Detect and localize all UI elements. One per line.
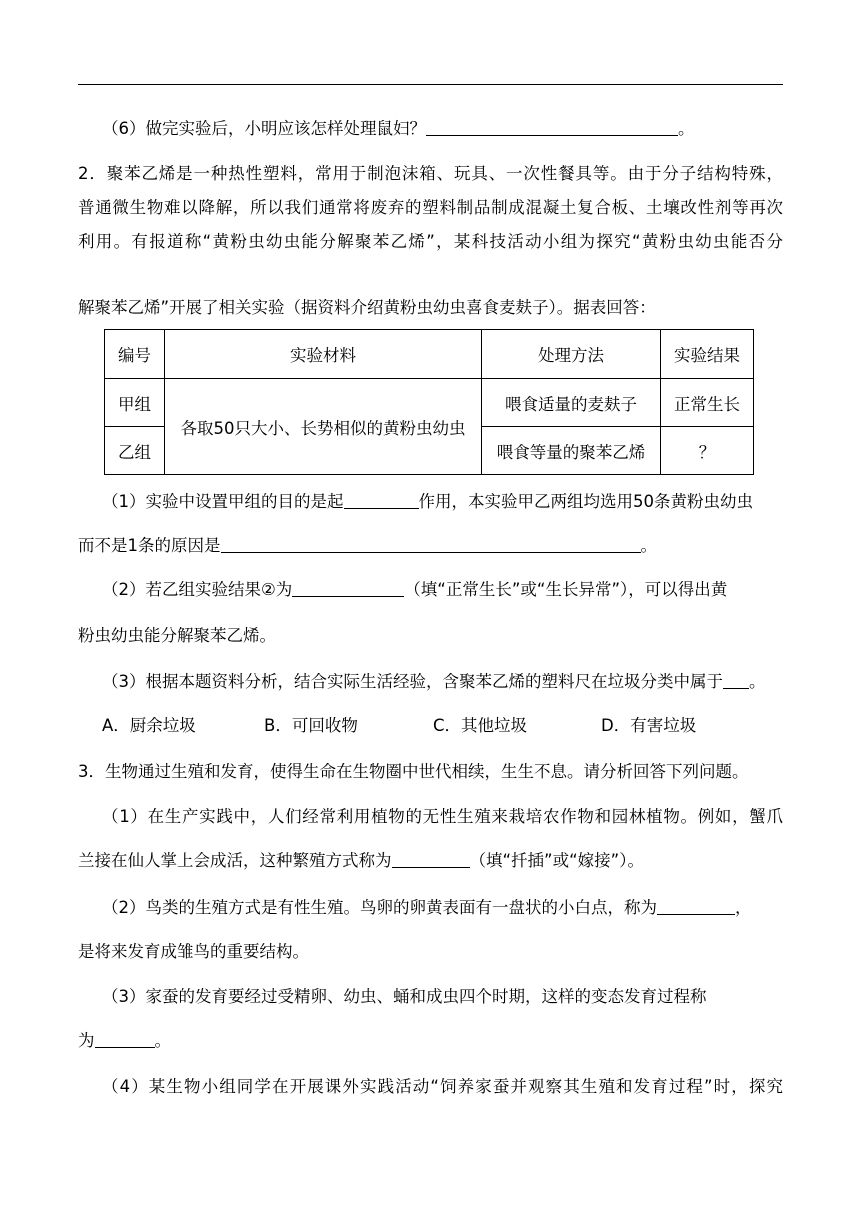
question-3-2-cont: 是将来发育成雏鸟的重要结构。 — [78, 942, 309, 961]
method-cell: 喂食适量的麦麸子 — [482, 379, 661, 427]
result-cell: 正常生长 — [661, 379, 754, 427]
header-cell: 实验结果 — [661, 330, 754, 379]
question-2-intro-line: 解聚苯乙烯”开展了相关实验（据资料介绍黄粉虫幼虫喜食麦麸子）。据表回答： — [78, 298, 656, 317]
header-cell: 处理方法 — [482, 330, 661, 379]
option-c[interactable]: C．其他垃圾 — [433, 716, 528, 735]
question-3-intro: 3．生物通过生殖和发育，使得生命在生物圈中世代相续，生生不息。请分析回答下列问题。 — [78, 762, 749, 781]
answer-blank[interactable] — [344, 492, 419, 509]
question-2-intro-line: 2．聚苯乙烯是一种热性塑料，常用于制泡沫箱、玩具、一次性餐具等。由于分子结构特殊， — [78, 164, 783, 183]
question-2-1-cont: 而不是1条的原因是 。 — [78, 536, 657, 555]
answer-blank[interactable] — [426, 119, 678, 136]
question-3-1: （1）在生产实践中，人们经常利用植物的无性生殖来栽培农作物和园林植物。例如，蟹爪 — [102, 807, 783, 826]
group-id-cell: 乙组 — [105, 427, 165, 475]
option-d[interactable]: D．有害垃圾 — [601, 716, 697, 735]
material-cell: 各取50只大小、长势相似的黄粉虫幼虫 — [165, 379, 482, 475]
header-cell: 编号 — [105, 330, 165, 379]
answer-blank[interactable] — [723, 672, 749, 689]
option-a[interactable]: A．厨余垃圾 — [102, 716, 196, 735]
question-1-6: （6）做完实验后，小明应该怎样处理鼠妇？ 。 — [102, 119, 695, 138]
answer-blank[interactable] — [95, 1031, 155, 1048]
question-3-1-cont: 兰接在仙人掌上会成活，这种繁殖方式称为 （填“扦插”或“嫁接”）。 — [78, 851, 644, 870]
option-b[interactable]: B．可回收物 — [264, 716, 358, 735]
answer-blank[interactable] — [657, 898, 735, 915]
question-2-intro-line: 利用。有报道称“黄粉虫幼虫能分解聚苯乙烯”，某科技活动小组为探究“黄粉虫幼虫能否分 — [78, 232, 783, 251]
question-2-3: （3）根据本题资料分析，结合实际生活经验，含聚苯乙烯的塑料尺在垃圾分类中属于 。 — [102, 672, 766, 691]
question-3-4: （4）某生物小组同学在开展课外实践活动“饲养家蚕并观察其生殖和发育过程”时，探究 — [102, 1077, 783, 1096]
question-3-3: （3）家蚕的发育要经过受精卵、幼虫、蛹和成虫四个时期，这样的变态发育过程称 — [102, 987, 707, 1006]
question-2-2: （2）若乙组实验结果②为 （填“正常生长”或“生长异常”），可以得出黄 — [102, 580, 728, 599]
table-header-row — [105, 330, 754, 379]
result-cell: ？ — [661, 427, 754, 475]
method-cell: 喂食等量的聚苯乙烯 — [482, 427, 661, 475]
answer-blank[interactable] — [221, 536, 641, 553]
answer-blank[interactable] — [292, 580, 404, 597]
header-cell: 实验材料 — [165, 330, 482, 379]
header-rule — [78, 84, 783, 85]
question-3-3-cont: 为 。 — [78, 1031, 171, 1050]
experiment-table — [104, 329, 754, 475]
group-id-cell: 甲组 — [105, 379, 165, 427]
question-3-2: （2）鸟类的生殖方式是有性生殖。鸟卵的卵黄表面有一盘状的小白点，称为 ， — [102, 898, 752, 917]
table-row — [105, 379, 754, 427]
question-2-intro-line: 普通微生物难以降解，所以我们通常将废弃的塑料制品制成混凝土复合板、土壤改性剂等再次 — [78, 198, 783, 217]
question-2-1: （1）实验中设置甲组的目的是起 作用，本实验甲乙两组均选用50条黄粉虫幼虫 — [102, 492, 753, 511]
question-2-2-cont: 粉虫幼虫能分解聚苯乙烯。 — [78, 626, 276, 645]
answer-blank[interactable] — [392, 851, 470, 868]
